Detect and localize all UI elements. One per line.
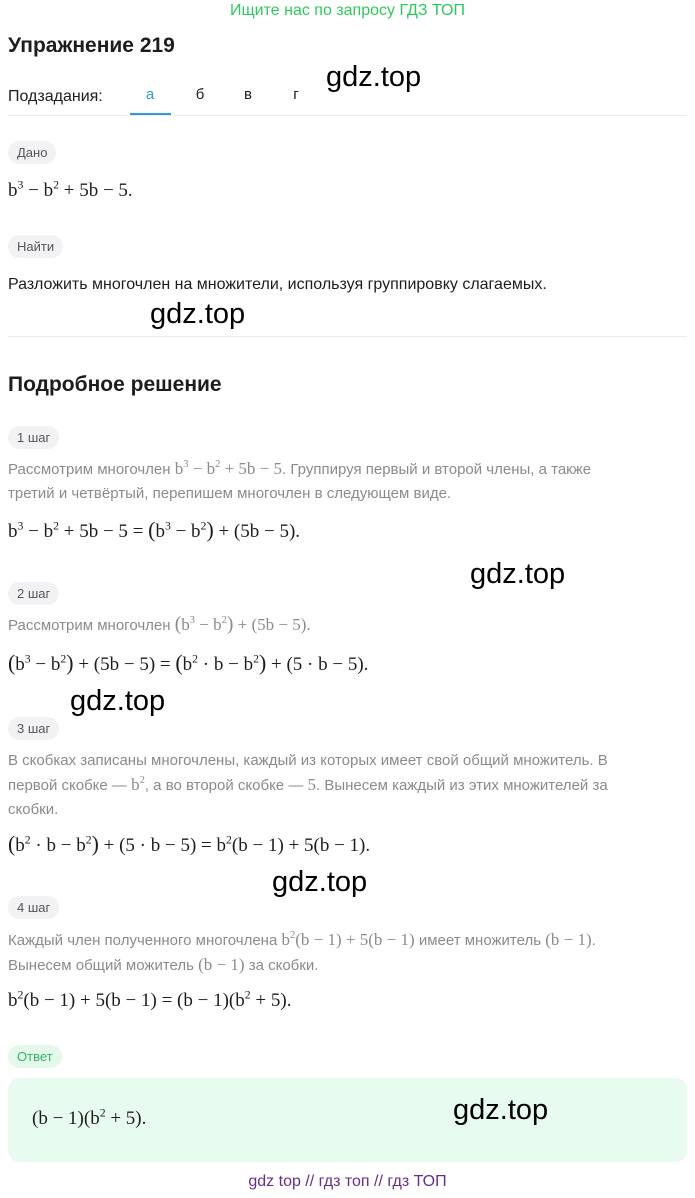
step-4-badge: 4 шаг bbox=[8, 896, 59, 919]
answer-expression: $(b - 1)(b^2 + 5)$. bbox=[32, 1106, 147, 1129]
step-3-badge: 3 шаг bbox=[8, 717, 59, 740]
step-3-formula: $(b^2 \cdot b - b^2) + (5 \cdot b - 5) = b^2(b - 1) + 5(b - 1)$. bbox=[8, 832, 371, 856]
divider bbox=[8, 115, 687, 116]
tab-v[interactable]: в bbox=[244, 86, 252, 103]
tab-g[interactable]: г bbox=[293, 86, 299, 103]
watermark: gdz.top bbox=[453, 1094, 549, 1126]
watermark: gdz.top bbox=[70, 685, 166, 717]
footer-links[interactable]: gdz top // гдз топ // гдз ТОП bbox=[248, 1173, 447, 1190]
solution-title: Подробное решение bbox=[8, 373, 222, 396]
step-2-formula: $(b^3 - b^2) + (5b - 5) = (b^2 \cdot b - b^2) + (5 \cdot b - 5)$. bbox=[8, 651, 369, 675]
step-4-text: Каждый член полученного многочлена $b^2(b - 1) + 5(b - 1)$ имеет множитель (b − 1). Вынесем общий можитель (b − 1) за скобки. bbox=[8, 930, 596, 974]
watermark: gdz.top bbox=[470, 558, 566, 590]
step-4-formula: $b^2(b - 1) + 5(b - 1) = (b - 1)(b^2 + 5)$. bbox=[8, 988, 292, 1011]
watermark: gdz.top bbox=[150, 298, 246, 330]
subtasks-label: Подзадания: bbox=[8, 88, 103, 105]
find-badge: Найти bbox=[8, 235, 63, 258]
step-1-badge: 1 шаг bbox=[8, 426, 59, 449]
step-2-badge: 2 шаг bbox=[8, 582, 59, 605]
step-2-text: Рассмотрим многочлен $(b^3 - b^2) + (5b - 5)$. bbox=[8, 614, 311, 635]
divider bbox=[8, 336, 687, 337]
step-1-formula: $b^3 - b^2 + 5b - 5 = (b^3 - b^2) + (5b - 5)$. bbox=[8, 518, 301, 542]
watermark: gdz.top bbox=[326, 61, 422, 93]
tab-a[interactable]: а bbox=[145, 86, 155, 103]
search-banner: Ищите нас по запросу ГДЗ ТОП bbox=[230, 2, 465, 19]
given-expression: $b^3 - b^2 + 5b - 5$. bbox=[8, 178, 133, 201]
step-1-text: Рассмотрим многочлен $b^3 - b^2 + 5b - 5$. Группируя первый и второй члены, а также третий и четвёртый, перепишем многочлен в следующем виде. bbox=[8, 459, 592, 502]
step-3-text: В скобках записаны многочлены, каждый из которых имеет свой общий множитель. В первой скобке — $b^2$, а во второй скобке — 5. Вынесем каждый из этих множителей за скобки. bbox=[8, 752, 608, 818]
watermark: gdz.top bbox=[272, 866, 368, 898]
answer-badge: Ответ bbox=[8, 1045, 62, 1068]
tab-b[interactable]: б bbox=[195, 86, 205, 103]
given-badge: Дано bbox=[8, 141, 56, 164]
find-text: Разложить многочлен на множители, используя группировку слагаемых. bbox=[8, 276, 547, 293]
page-title: Упражнение 219 bbox=[8, 34, 175, 57]
